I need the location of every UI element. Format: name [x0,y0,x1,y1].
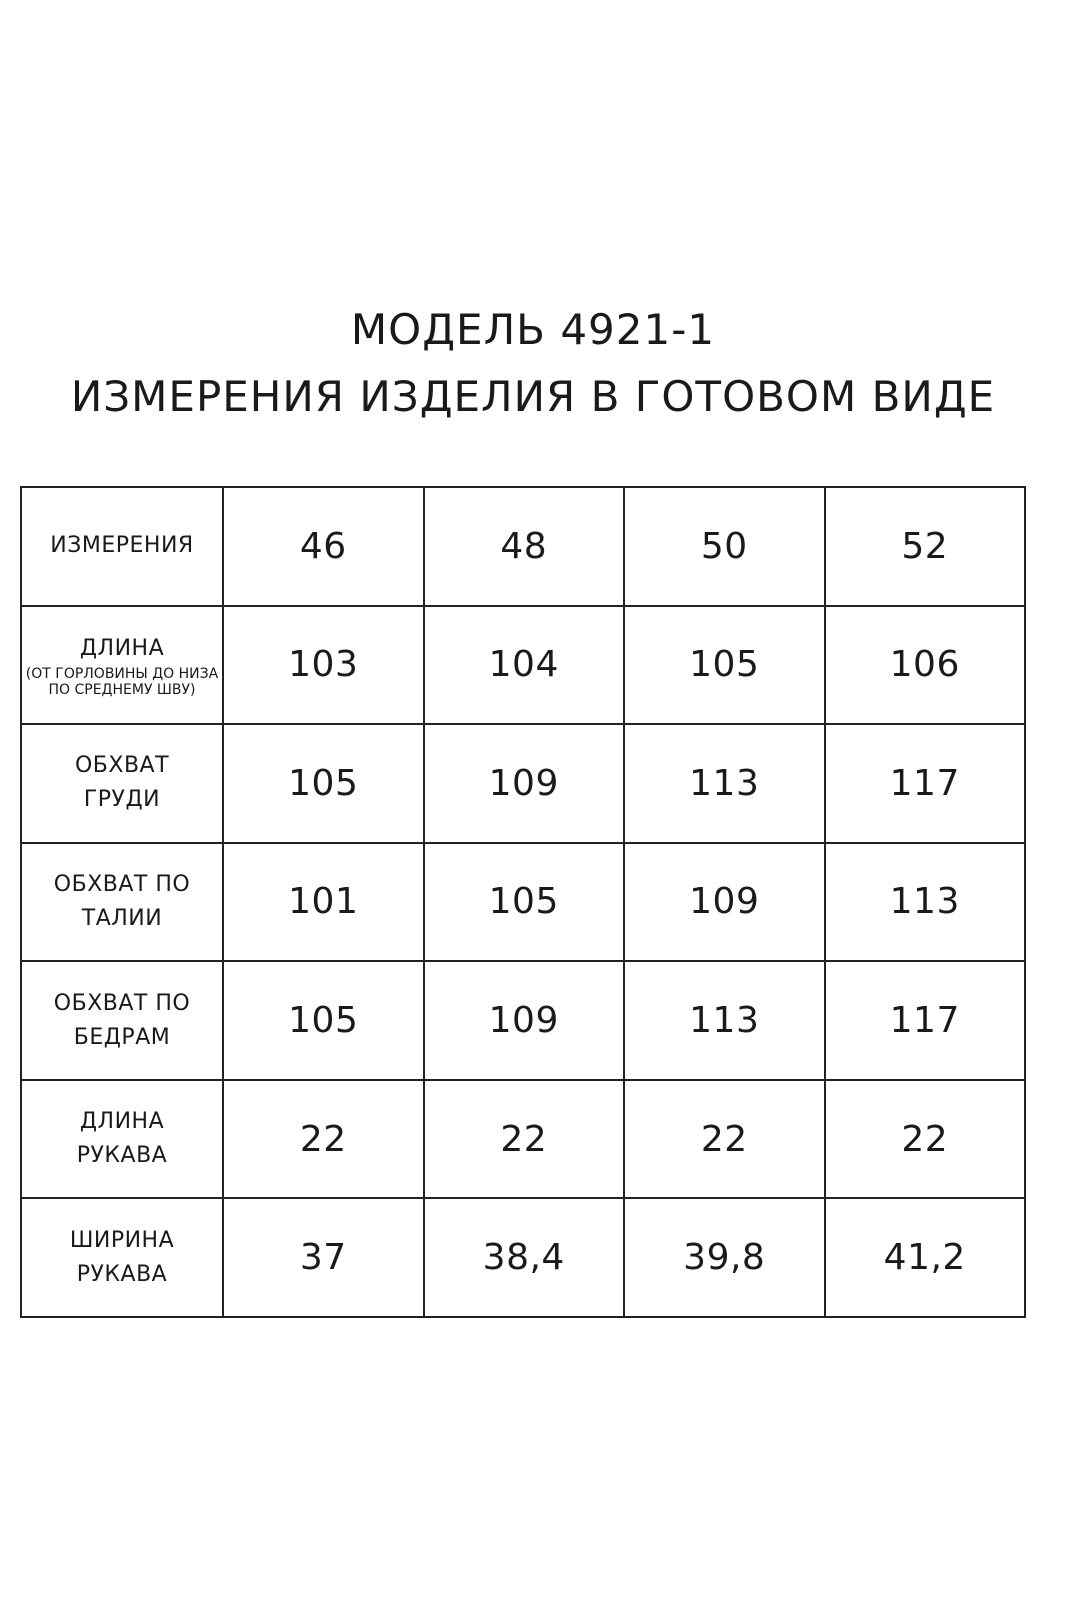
header-label-cell [21,487,223,606]
value-cell: 22 [424,1080,625,1199]
row-label: ОБХВАТ ПО [53,990,191,1016]
table-row-sleeve-length [21,1080,1025,1199]
value-cell: 105 [424,843,625,962]
size-header-cell: 52 [825,487,1026,606]
value-cell: 22 [624,1080,825,1199]
row-label-note: (ОТ ГОРЛОВИНЫ ДО НИЗА ПО СРЕДНЕМУ ШВУ) [25,665,219,698]
row-label: ДЛИНА [79,635,165,661]
row-label: ОБХВАТ [74,753,170,779]
value-cell: 109 [424,724,625,843]
row-label: РУКАВА [76,1261,168,1287]
value-cell: 113 [825,843,1026,962]
size-header-cell: 50 [624,487,825,606]
table-row-waist [21,843,1025,962]
value-cell: 104 [424,606,625,725]
row-label-cell [21,1080,223,1199]
row-label: БЕДРАМ [73,1024,171,1050]
size-header-cell: 46 [223,487,424,606]
value-cell: 117 [825,724,1026,843]
row-label-cell [21,724,223,843]
value-cell: 109 [424,961,625,1080]
row-label-cell [21,843,223,962]
value-cell: 109 [624,843,825,962]
value-cell: 105 [223,724,424,843]
row-label: ОБХВАТ ПО [53,871,191,897]
table-row-chest [21,724,1025,843]
value-cell: 22 [223,1080,424,1199]
value-cell: 38,4 [424,1198,625,1317]
table-row-length [21,606,1025,725]
page-subtitle: ИЗМЕРЕНИЯ ИЗДЕЛИЯ В ГОТОВОМ ВИДЕ [70,372,996,421]
value-cell: 103 [223,606,424,725]
value-cell: 41,2 [825,1198,1026,1317]
value-cell: 117 [825,961,1026,1080]
row-label-cell [21,606,223,725]
value-cell: 106 [825,606,1026,725]
value-cell: 105 [624,606,825,725]
size-table [20,486,1026,1318]
size-header-cell: 48 [424,487,625,606]
row-label: ШИРИНА [69,1227,175,1253]
value-cell: 113 [624,724,825,843]
row-label-cell [21,1198,223,1317]
table-header-row [21,487,1025,606]
value-cell: 105 [223,961,424,1080]
table-row-hips [21,961,1025,1080]
value-cell: 39,8 [624,1198,825,1317]
header-label: ИЗМЕРЕНИЯ [50,533,194,559]
row-label: ДЛИНА [79,1109,165,1135]
value-cell: 37 [223,1198,424,1317]
value-cell: 113 [624,961,825,1080]
row-label: ГРУДИ [83,787,161,813]
table-row-sleeve-width [21,1198,1025,1317]
value-cell: 22 [825,1080,1026,1199]
row-label-cell [21,961,223,1080]
model-title: МОДЕЛЬ 4921-1 [350,305,716,354]
value-cell: 101 [223,843,424,962]
row-label: РУКАВА [76,1143,168,1169]
row-label: ТАЛИИ [81,905,163,931]
